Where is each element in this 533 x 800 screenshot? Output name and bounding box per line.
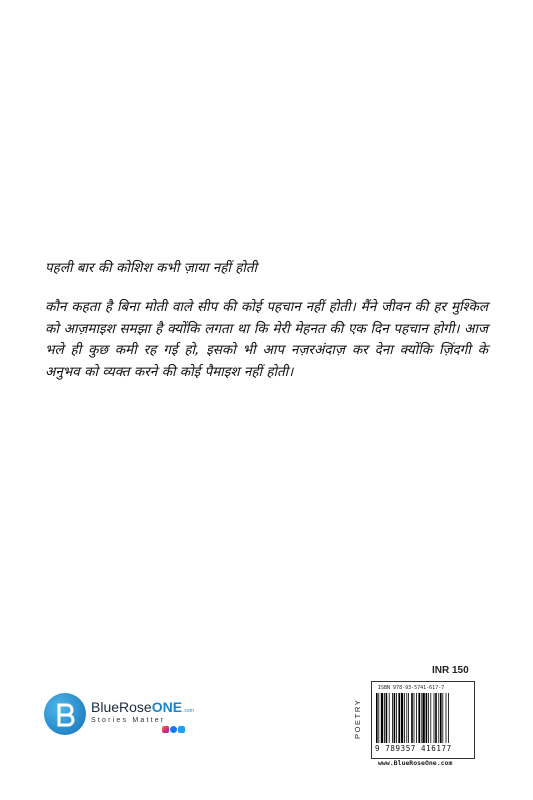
bluerose-logo-icon	[44, 693, 86, 735]
brand-part2: ONE	[151, 699, 183, 715]
facebook-icon	[170, 726, 177, 733]
back-cover-blurb: कौन कहता है बिना मोती वाले सीप की कोई पहचान नहीं होती। मैंने जीवन की हर मुश्किल को आज़माइश समझा है क्योंकि लगता था कि मेरी मेहनत की एक दिन पहचान होगी। आज भले ही कुछ कमी रह गई हो, इसको भी आप नज़रअंदाज़ कर देना क्योंकि ज़िंदगी के अनुभव को व्यक्त करने की कोई पैमाइश नहीं होती।	[45, 299, 488, 380]
social-icons	[162, 726, 185, 733]
price-label: INR 150	[432, 665, 469, 676]
category-label: POETRY	[353, 698, 362, 740]
brand-suffix: .com	[183, 708, 194, 714]
barcode-box	[371, 681, 475, 759]
barcode-icon	[376, 693, 470, 743]
isbn-text: ISBN 978-93-5741-617-7	[378, 685, 445, 691]
isbn-digits: 9 789357 416177	[375, 744, 452, 753]
website-url: www.BlueRoseOne.com	[378, 759, 453, 767]
heading: पहली बार की कोशिश कभी ज़ाया नहीं होती	[45, 260, 258, 276]
publisher-name	[91, 699, 194, 715]
twitter-icon	[178, 726, 185, 733]
brand-part1: BlueRose	[91, 699, 152, 715]
publisher-logo	[44, 693, 214, 743]
publisher-tagline: Stories Matter	[91, 717, 166, 724]
instagram-icon	[162, 726, 169, 733]
